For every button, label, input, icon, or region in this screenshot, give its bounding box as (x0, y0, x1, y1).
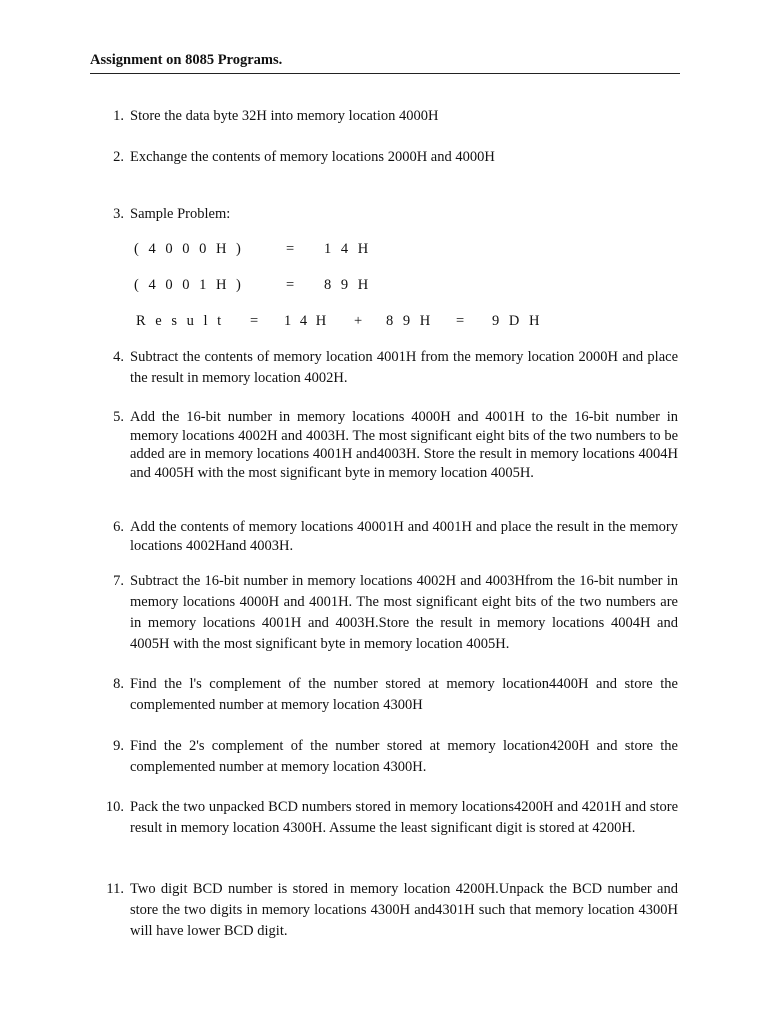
item-text: Two digit BCD number is stored in memory location 4200H.Unpack the BCD number and store the two digits in memory locations 4300H and4301H such that memory location 4300H will have lower BCD digit. (130, 881, 678, 939)
document-title: Assignment on 8085 Programs. (90, 52, 283, 68)
item-number: 10. (105, 799, 124, 815)
item-text: Exchange the contents of memory locations 2000H and 4000H (130, 149, 495, 165)
list-item (90, 674, 678, 716)
item-text: Subtract the 16-bit number in memory locations 4002H and 4003Hfrom the 16-bit number in memory locations 4000H and 4001H. The most significant eight bits of the two numbers are in memory locations 4001H and 4003H.Store the result in memory locations 4004H and 4005H with the most significant byte in memory location 4005H. (130, 573, 678, 652)
item-number: 5. (113, 409, 124, 425)
sample-line-3-plus: + (354, 313, 363, 329)
sample-line-3-label: R e s u l t (136, 313, 223, 329)
item-text: Subtract the contents of memory location 4001H from the memory location 2000H and place the result in memory location 4002H. (130, 349, 678, 386)
item-text: Sample Problem: (130, 206, 231, 222)
item-number: 8. (113, 676, 124, 692)
item-text: Add the 16-bit number in memory locations 4000H and 4001H to the 16-bit number in memory locations 4002H and 4003H. The most significant eight bits of the two numbers to be added are in memory locations 4001H and4003H. Store the result in memory locations 4004H and 4005H with the most significant byte in memory location 4005H. (130, 409, 678, 481)
item-text: Pack the two unpacked BCD numbers stored in memory locations4200H and 4201H and store result in memory location 4300H. Assume the least significant digit is stored at 4200H. (130, 799, 678, 836)
list-item (90, 571, 678, 655)
item-number: 6. (113, 519, 124, 535)
sample-line-3-equals-2: = (456, 313, 465, 329)
list-item (90, 347, 678, 389)
sample-line-3-equals-1: = (250, 313, 259, 329)
item-number: 9. (113, 738, 124, 754)
sample-line-1-equals: = (286, 241, 295, 257)
header-divider (90, 73, 680, 74)
sample-line-3-result: 9 D H (492, 313, 541, 329)
item-number: 7. (113, 573, 124, 589)
list-item (90, 736, 678, 778)
item-number: 3. (113, 206, 124, 222)
item-text: Find the l's complement of the number stored at memory location4400H and store the complemented number at memory location 4300H (130, 676, 678, 713)
item-text: Add the contents of memory locations 40001H and 4001H and place the result in the memory locations 4002Hand 4003H. (130, 519, 678, 554)
sample-line-3-operand-b: 8 9 H (386, 313, 432, 329)
list-item (90, 879, 678, 942)
item-number: 1. (113, 108, 124, 124)
item-text: Find the 2's complement of the number stored at memory location4200H and store the complemented number at memory location 4300H. (130, 738, 678, 775)
list-item (90, 518, 678, 556)
sample-line-2-rhs: 8 9 H (324, 277, 370, 293)
list-item (90, 797, 678, 839)
list-item (90, 408, 678, 482)
list-item (90, 106, 678, 127)
sample-line-1-lhs: ( 4 0 0 0 H ) (134, 241, 242, 257)
sample-line-2-lhs: ( 4 0 0 1 H ) (134, 277, 242, 293)
sample-line-3-operand-a: 1 4 H (284, 313, 328, 329)
sample-line-1-rhs: 1 4 H (324, 241, 370, 257)
list-item (90, 147, 678, 168)
list-item (90, 204, 678, 225)
sample-line-2-equals: = (286, 277, 295, 293)
item-number: 11. (106, 881, 124, 897)
item-number: 4. (113, 349, 124, 365)
item-number: 2. (113, 149, 124, 165)
item-text: Store the data byte 32H into memory location 4000H (130, 108, 439, 124)
